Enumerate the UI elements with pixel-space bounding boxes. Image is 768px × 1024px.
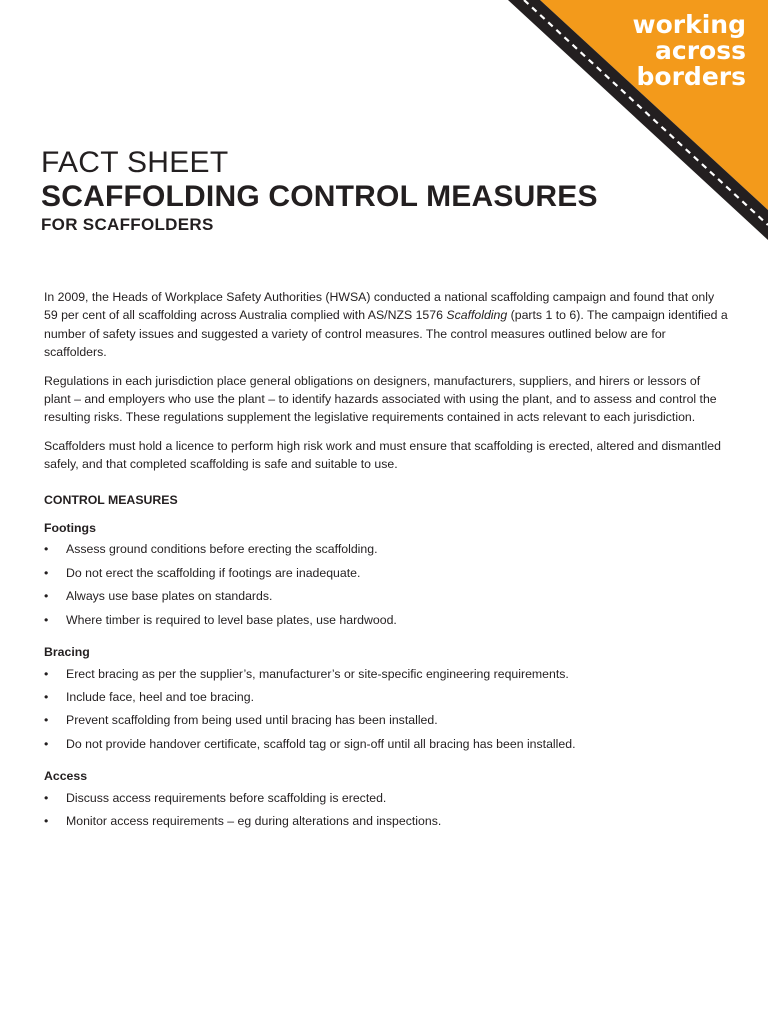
list-item: [44, 611, 728, 629]
footings-list: [44, 540, 728, 629]
list-item: [44, 665, 728, 683]
list-item-text: Monitor access requirements – eg during alterations and inspections.: [66, 813, 442, 828]
brand-line-3: borders: [636, 62, 746, 91]
bullet-glyph: •: [44, 713, 49, 728]
intro-paragraph-1: [44, 288, 728, 362]
list-item-text: Include face, heel and toe bracing.: [66, 689, 255, 704]
list-item: [44, 540, 728, 558]
page-title: SCAFFOLDING CONTROL MEASURES: [41, 180, 598, 213]
intro-paragraph-2: Regulations in each jurisdiction place general obligations on designers, manufacturers, suppliers, and hirers or lessors of plant – and employers who use the plant – to identify hazards associated with using the plant, and to assess and control the resulting risks. These regulations supplement the legislative requirements contained in acts relevant to each jurisdiction.: [44, 373, 717, 425]
bullet-glyph: •: [44, 813, 49, 828]
list-item: [44, 735, 728, 753]
bullet-glyph: •: [44, 736, 49, 751]
access-list: [44, 789, 728, 831]
bullet-glyph: •: [44, 542, 49, 557]
bracing-list: [44, 665, 728, 754]
control-measures-heading: CONTROL MEASURES: [44, 492, 178, 507]
page-subtitle: FOR SCAFFOLDERS: [41, 215, 214, 234]
list-item-text: Where timber is required to level base plates, use hardwood.: [66, 612, 397, 627]
brand-line-1: working: [632, 10, 746, 39]
list-item-text: Do not provide handover certificate, scaffold tag or sign-off until all bracing has been installed.: [66, 736, 576, 751]
list-item-text: Assess ground conditions before erecting the scaffolding.: [66, 542, 378, 557]
bracing-heading: Bracing: [44, 645, 90, 660]
intro-p1-standard-name: Scaffolding: [446, 308, 508, 323]
brand-logo-text: [633, 12, 747, 90]
intro-p1-end: (parts 1 to 6). The campaign identified a number of safety issues and suggested a variety of control measures. The control measures outlined below are for scaffolders.: [44, 308, 728, 360]
access-heading: Access: [44, 769, 88, 784]
body-content: [44, 288, 728, 844]
bullet-glyph: •: [44, 666, 49, 681]
brand-line-2: across: [655, 36, 746, 65]
list-item: [44, 564, 728, 582]
intro-paragraph-3: Scaffolders must hold a licence to perform high risk work and must ensure that scaffolding is erected, altered and dismantled safely, and that completed scaffolding is safe and suitable to use.: [44, 438, 721, 472]
fact-sheet-kicker: FACT SHEET: [41, 146, 229, 179]
list-item: [44, 587, 728, 605]
list-item: [44, 812, 728, 830]
intro-p1-start: In 2009, the Heads of Workplace Safety Authorities (HWSA) conducted a national scaffolding campaign and found that only 59 per cent of all scaffolding across Australia complied with AS/NZS 1576: [44, 290, 715, 323]
footings-heading: Footings: [44, 521, 96, 536]
list-item-text: Erect bracing as per the supplier’s, manufacturer’s or site-specific engineering requirements.: [66, 666, 569, 681]
list-item: [44, 711, 728, 729]
list-item-text: Prevent scaffolding from being used until bracing has been installed.: [66, 713, 438, 728]
list-item-text: Do not erect the scaffolding if footings are inadequate.: [66, 565, 361, 580]
list-item: [44, 789, 728, 807]
bullet-glyph: •: [44, 565, 49, 580]
bullet-glyph: •: [44, 790, 49, 805]
bullet-glyph: •: [44, 689, 49, 704]
list-item: [44, 688, 728, 706]
bullet-glyph: •: [44, 589, 49, 604]
list-item-text: Discuss access requirements before scaffolding is erected.: [66, 790, 387, 805]
list-item-text: Always use base plates on standards.: [66, 589, 273, 604]
bullet-glyph: •: [44, 612, 49, 627]
title-block: [41, 146, 598, 235]
